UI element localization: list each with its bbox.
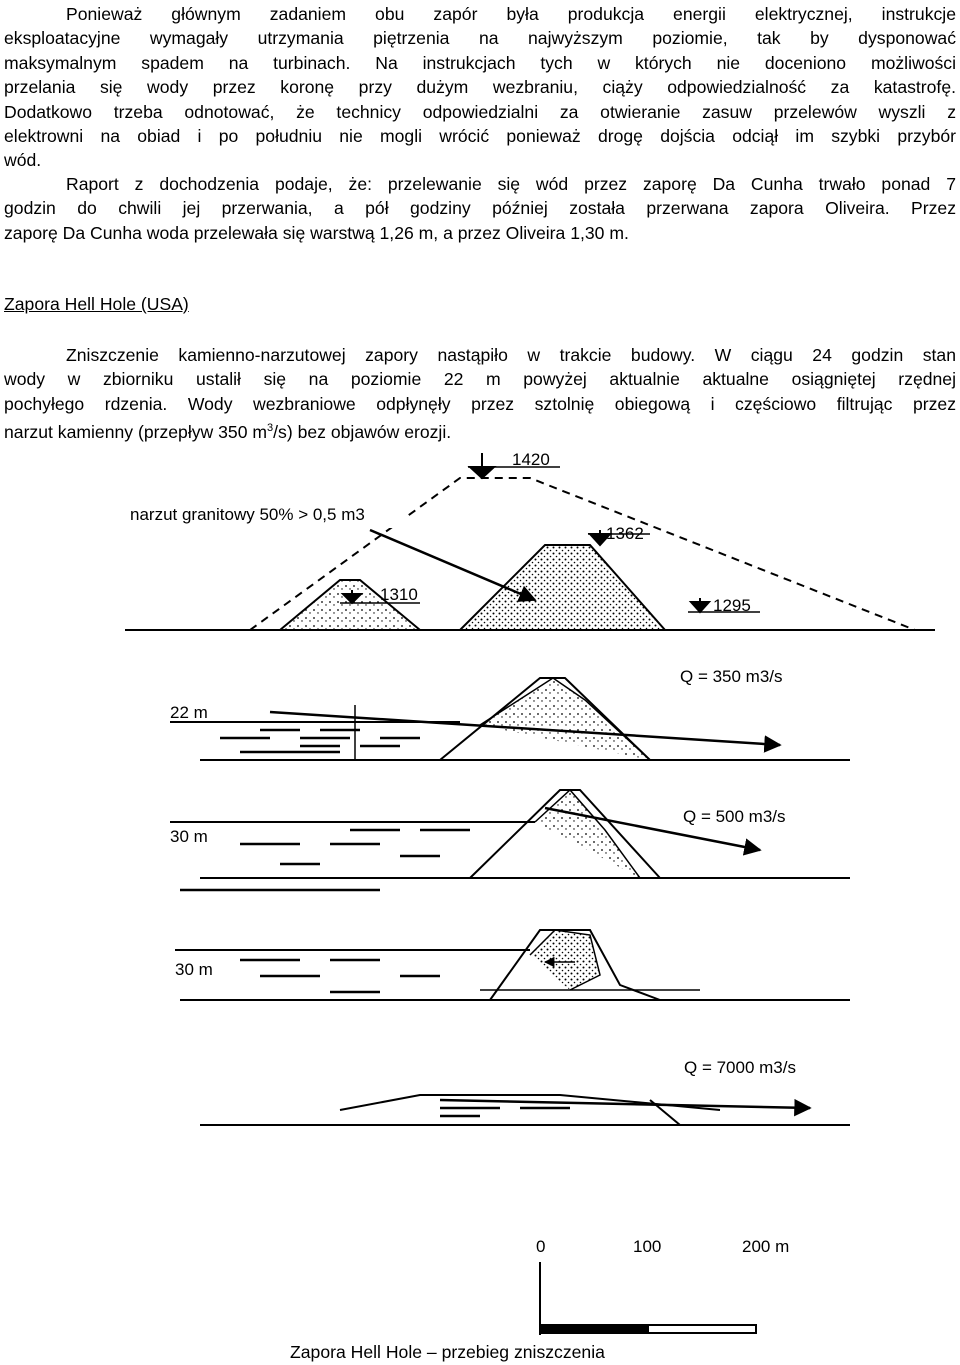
stage-2 <box>170 790 850 890</box>
stage2-flow: Q = 500 m3/s <box>683 807 786 826</box>
scale-bar <box>536 1237 789 1335</box>
flow-text: narzut kamienny (przepływ 350 m <box>4 422 268 443</box>
text-line: Raport z dochodzenia podaje, że: przelewanie się wód przez zaporę Da Cunha trwało ponad 7 <box>66 174 956 194</box>
stage1-flow: Q = 350 m3/s <box>680 667 783 686</box>
stage-3 <box>175 930 850 1000</box>
stage1-depth: 22 m <box>170 703 208 722</box>
paragraph-report <box>4 172 956 245</box>
stage4-flow: Q = 7000 m3/s <box>684 1058 796 1077</box>
stage-1 <box>170 667 850 760</box>
elevation-1310: 1310 <box>380 585 418 604</box>
text-line: Dodatkowo trzeba odnotować, że technicy odpowiedzialni za otwieranie zasuw przelewów wyszli z <box>4 101 956 122</box>
text-line: elektrowni na obiad i po południu nie mogli wrócić ponieważ drogę dojścia odciął im szybki przybór <box>4 126 956 147</box>
text-line: przelania się wody przez koronę przy dużym wezbraniu, ciąży odpowiedzialność za katastrofę. <box>4 77 956 98</box>
elevation-marker-triangle <box>470 467 494 478</box>
stage-4 <box>200 1058 850 1125</box>
elevation-1362: 1362 <box>606 524 644 543</box>
text-line: godzin do chwili jej przerwania, a pół godziny później została przerwana zapora Oliveira. Przez <box>4 198 956 219</box>
eroded-crest <box>530 930 600 990</box>
dam-failure-figure <box>0 440 960 1340</box>
paragraph-operations <box>4 2 956 173</box>
elevation-1295: 1295 <box>713 596 751 615</box>
paragraph-hell-hole <box>4 343 956 444</box>
stage3-depth: 30 m <box>175 960 213 979</box>
text-line: maksymalnym spadem na turbinach. Na instrukcjach tych w których nie doceniono możliwości <box>4 52 956 73</box>
riprap-label: narzut granitowy 50% > 0,5 m3 <box>130 505 365 524</box>
text-line: wód. <box>4 150 42 171</box>
elevation-1420: 1420 <box>512 450 550 469</box>
scale-label-0: 0 <box>536 1237 546 1256</box>
section-heading: Zapora Hell Hole (USA) <box>4 294 189 314</box>
scale-label-200: 200 m <box>742 1237 790 1256</box>
flow-text-end: /s) bez objawów erozji. <box>273 422 452 443</box>
cross-section <box>125 450 935 630</box>
text-line: eksploatacyjne wymagały utrzymania piętrzenia na najwyższym poziomie, tak by dysponować <box>4 28 956 49</box>
text-line: Zniszczenie kamienno-narzutowej zapory nastąpiło w trakcie budowy. W ciągu 24 godzin stan <box>66 345 956 365</box>
figure-caption: Zapora Hell Hole – przebieg zniszczenia <box>290 1342 605 1362</box>
text-line: zaporę Da Cunha woda przelewała się warstwą 1,26 m, a przez Oliveira 1,30 m. <box>4 222 629 243</box>
text-line: pochyłego rdzenia. Wody wezbraniowe odpłynęły przez sztolnię obiegową i częściowo filtrując przez <box>4 393 956 414</box>
text-line: Ponieważ głównym zadaniem obu zapór była produkcja energii elektrycznej, instrukcje <box>66 4 956 24</box>
rockfill-core <box>460 545 665 630</box>
text-line: wody w zbiorniku ustalił się na poziomie 22 m powyżej aktualnie aktualne osiągniętej rzędnej <box>4 369 956 390</box>
stage2-depth: 30 m <box>170 827 208 846</box>
superscript: 3 <box>267 422 274 435</box>
scale-label-100: 100 <box>633 1237 662 1256</box>
